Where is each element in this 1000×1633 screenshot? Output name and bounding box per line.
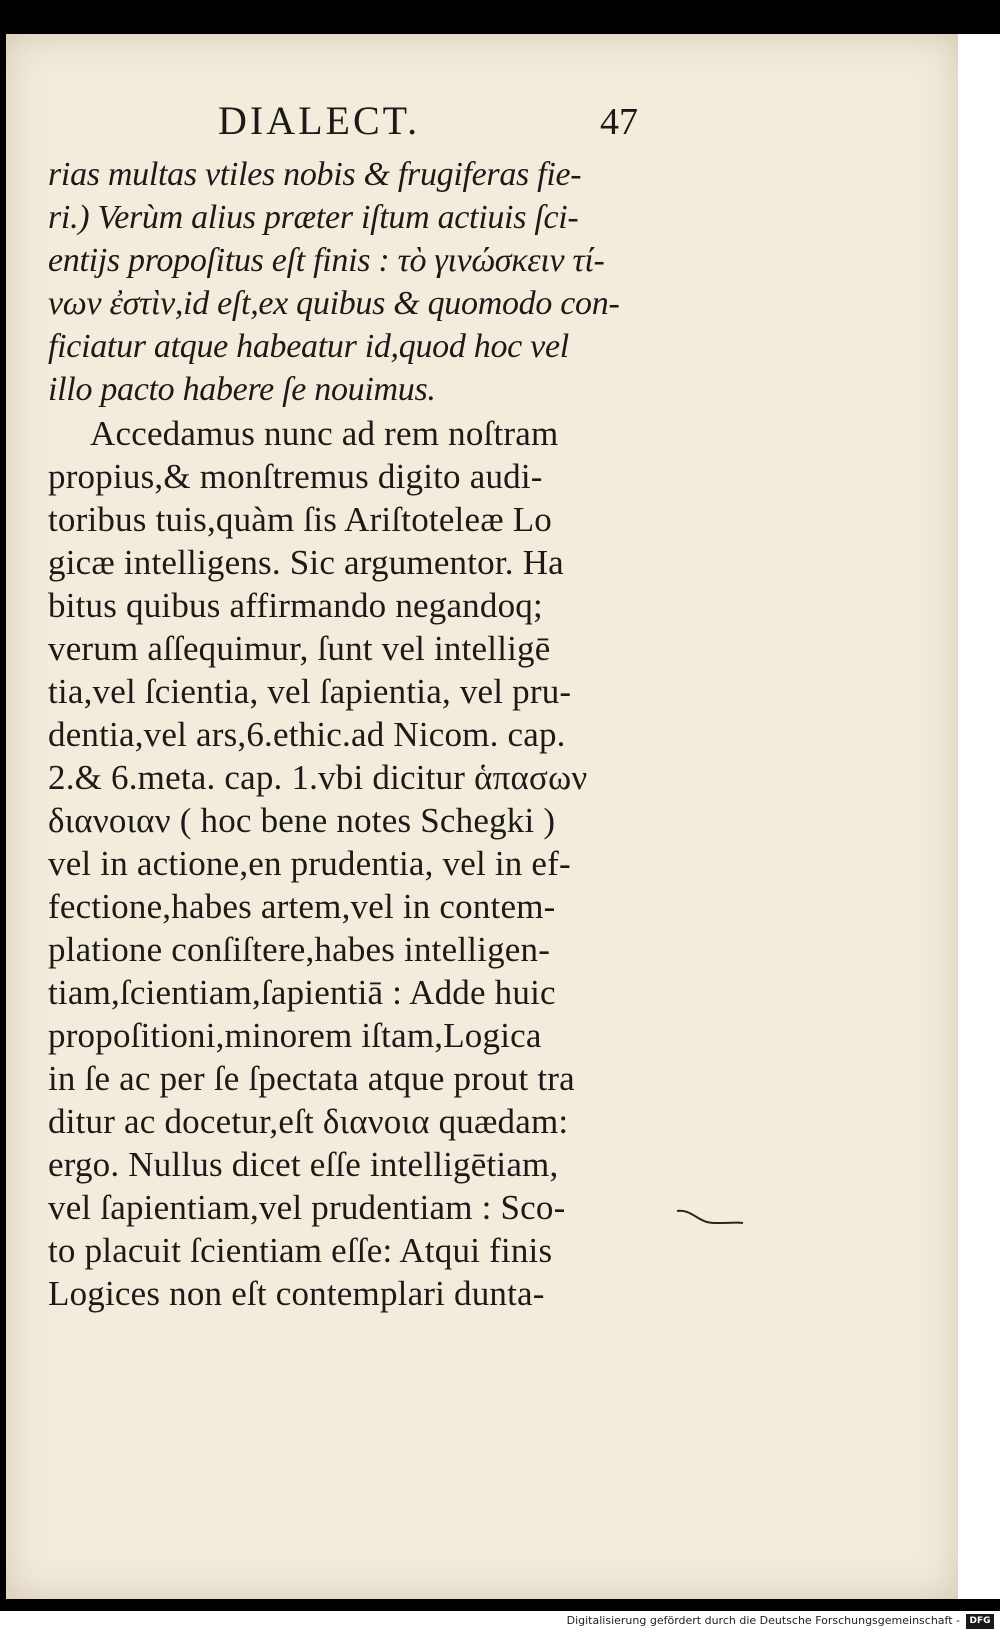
text-line: in ſe ac per ſe ſpectata atque prout tra <box>48 1059 575 1098</box>
text-line: vel ſapientiam,vel prudentiam : Sco- <box>48 1188 566 1227</box>
footer-credit: Digitalisierung gefördert durch die Deutsche Forschungsgemeinschaft - <box>566 1614 960 1627</box>
text-line: ficiatur atque habeatur id,quod hoc vel <box>48 328 569 365</box>
text-line: vel in actione,en prudentia, vel in ef- <box>48 844 571 883</box>
text-line: propoſitioni,minorem iſtam,Logica <box>48 1016 542 1055</box>
text-line: νων ἐστὶν,id eſt,ex quibus & quomodo con- <box>48 285 620 322</box>
text-line: illo pacto habere ſe nouimus. <box>48 371 436 408</box>
text-line: tiam,ſcientiam,ſapientiā : Adde huic <box>48 973 556 1012</box>
text-line: Logices non eſt contemplari dunta- <box>48 1274 545 1313</box>
text-line: ri.) Verùm alius præter iſtum actiuis ſci- <box>48 199 579 236</box>
text-line: platione conſiſtere,habes intelligen- <box>48 930 551 969</box>
text-line: to placuit ſcientiam eſſe: Atqui finis <box>48 1231 553 1270</box>
running-head: DIALECT. <box>218 98 421 143</box>
text-line: toribus tuis,quàm ſis Ariſtoteleæ Lo <box>48 500 552 539</box>
text-line: διανοιαν ( hoc bene notes Schegki ) <box>48 801 556 840</box>
text-line: gicæ intelligens. Sic argumentor. Ha <box>48 543 564 582</box>
text-line: dentia,vel ars,6.ethic.ad Nicom. cap. <box>48 715 566 754</box>
text-line: bitus quibus affirmando negandoq; <box>48 586 543 625</box>
scan-border <box>0 1599 1000 1611</box>
text-line: Accedamus nunc ad rem noſtram <box>90 414 559 453</box>
page-number: 47 <box>600 101 638 143</box>
text-line: verum aſſequimur, ſunt vel intelligē <box>48 629 551 668</box>
margin-pen-stroke <box>675 1205 745 1230</box>
text-line: tia,vel ſcientia, vel ſapientia, vel pru- <box>48 672 572 711</box>
text-line: 2.& 6.meta. cap. 1.vbi dicitur ἁπασων <box>48 758 588 797</box>
text-line: ergo. Nullus dicet eſſe intelligētiam, <box>48 1145 559 1184</box>
scan-margin <box>958 34 1000 1599</box>
text-line: fectione,habes artem,vel in contem- <box>48 887 556 926</box>
text-line: entijs propoſitus eſt finis : τὸ γινώσκειν τί- <box>48 242 605 279</box>
dfg-logo: DFG <box>966 1614 994 1629</box>
text-line: rias multas vtiles nobis & frugiferas fie- <box>48 156 582 193</box>
text-line: propius,& monſtremus digito audi- <box>48 457 543 496</box>
text-line: ditur ac docetur,eſt διανοια quædam: <box>48 1102 569 1141</box>
footer-bar <box>0 1611 1000 1633</box>
